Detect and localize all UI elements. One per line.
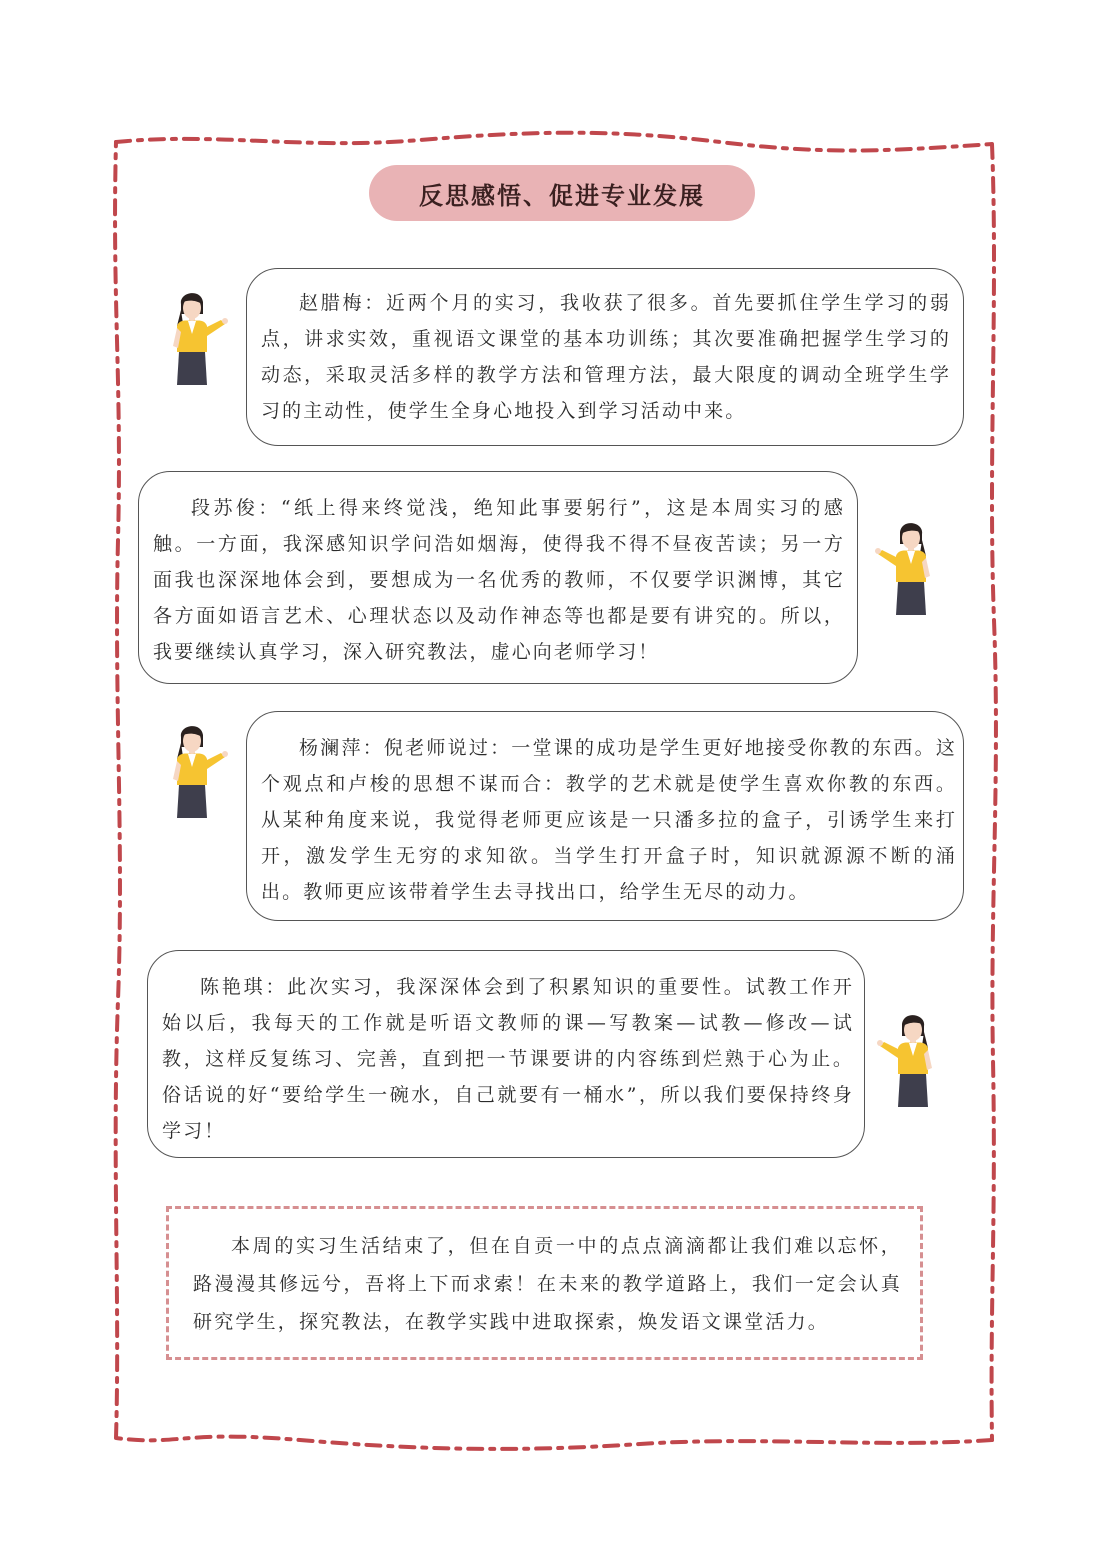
reflection-bubble: 陈艳琪：此次实习，我深深体会到了积累知识的重要性。试教工作开始以后，我每天的工作就是听语文教师的课—写教案—试教—修改—试教，这样反复练习、完善，直到把一节课要讲的内容练到烂熟于心为止。俗话说的好“要给学生一碗水，自己就要有一桶水”，所以我们要保持终身学习！	[147, 950, 865, 1158]
summary-box: 本周的实习生活结束了，但在自贡一中的点点滴滴都让我们难以忘怀，路漫漫其修远兮，吾将上下而求索！在未来的教学道路上，我们一定会认真研究学生，探究教法，在教学实践中进取探索，焕发语文课堂活力。	[166, 1206, 923, 1360]
teacher-illustration-icon	[163, 723, 233, 823]
teacher-illustration-icon	[870, 520, 940, 620]
reflection-bubble: 赵腊梅：近两个月的实习，我收获了很多。首先要抓住学生学习的弱点，讲求实效，重视语文课堂的基本功训练；其次要准确把握学生学习的动态，采取灵活多样的教学方法和管理方法，最大限度的调动全班学生学习的主动性，使学生全身心地投入到学习活动中来。	[246, 268, 964, 446]
page-title: 反思感悟、促进专业发展	[369, 165, 755, 221]
reflection-bubble: 段苏俊：“纸上得来终觉浅，绝知此事要躬行”，这是本周实习的感触。一方面，我深感知识学问浩如烟海，使得我不得不昼夜苦读；另一方面我也深深地体会到，要想成为一名优秀的教师，不仅要学识渊博，其它各方面如语言艺术、心理状态以及动作神态等也都是要有讲究的。所以，我要继续认真学习，深入研究教法，虚心向老师学习！	[138, 471, 858, 684]
teacher-illustration-icon	[163, 290, 233, 390]
reflection-bubble: 杨澜萍：倪老师说过：一堂课的成功是学生更好地接受你教的东西。这个观点和卢梭的思想不谋而合：教学的艺术就是使学生喜欢你教的东西。从某种角度来说，我觉得老师更应该是一只潘多拉的盒子，引诱学生来打开，激发学生无穷的求知欲。当学生打开盒子时，知识就源源不断的涌出。教师更应该带着学生去寻找出口，给学生无尽的动力。	[246, 711, 964, 921]
teacher-illustration-icon	[872, 1012, 942, 1112]
